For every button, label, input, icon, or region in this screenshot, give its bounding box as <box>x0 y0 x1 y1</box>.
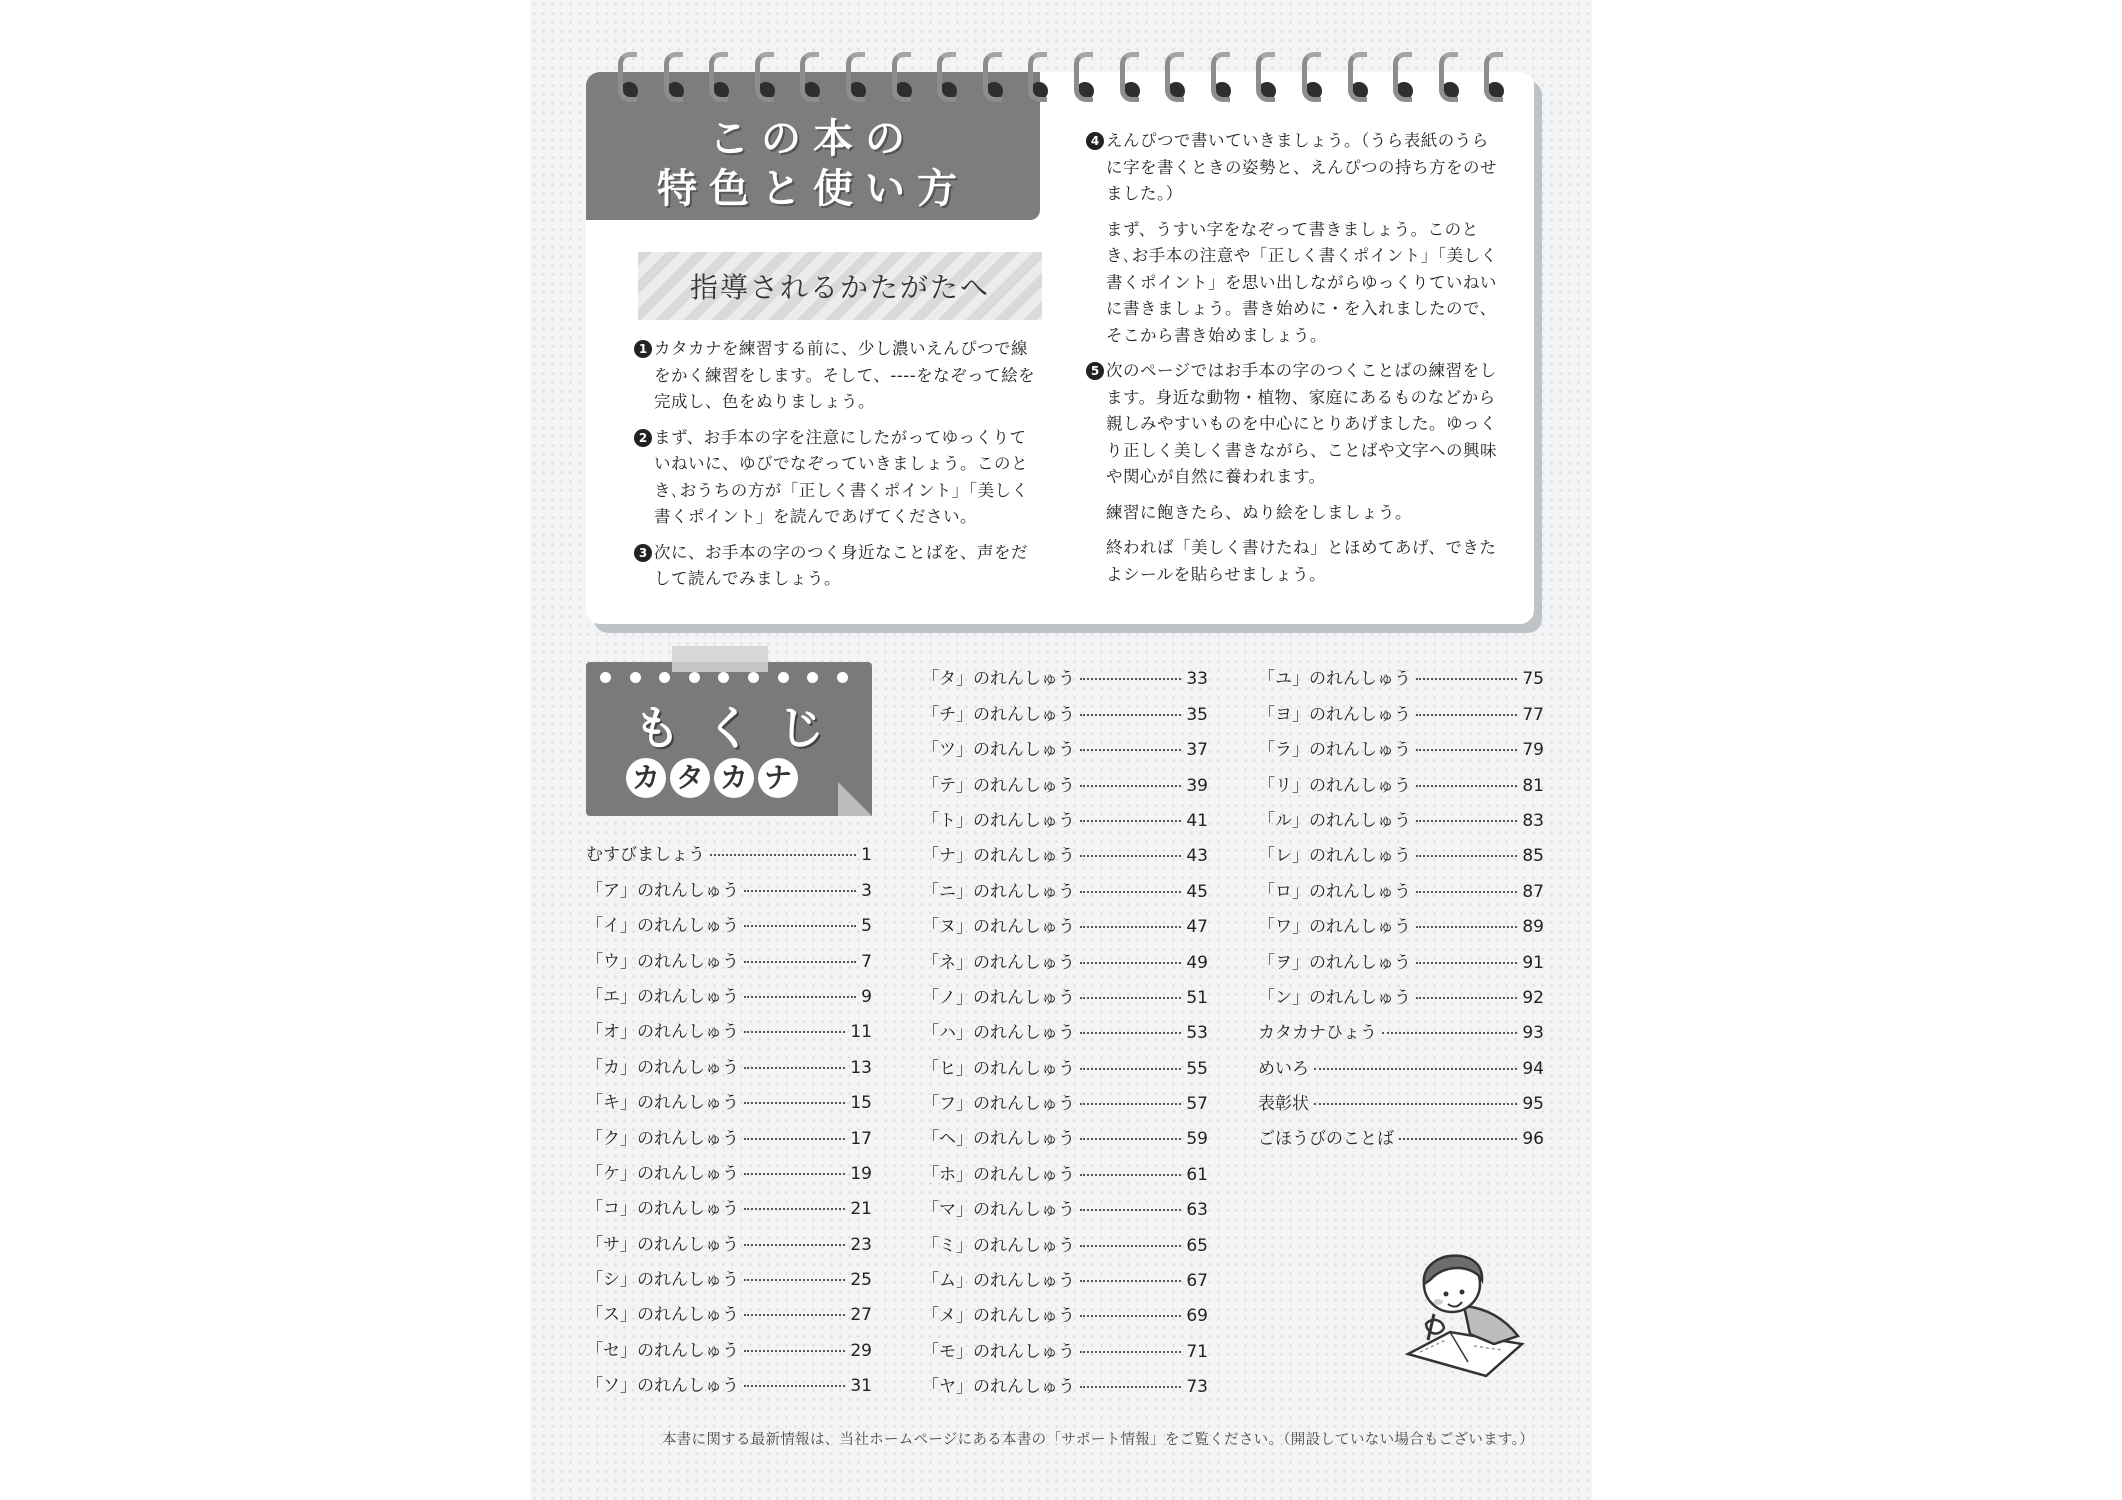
toc-entry-page: 11 <box>850 1022 872 1043</box>
instruction-text: 次のページではお手本の字のつくことばの練習をします。身近な動物・植物、家庭にあるものなどから親しみやすいものを中心にとりあげました。ゆっくり正しく美しく書きながら、ことばや文字への興味や関心が自然に養われます。 <box>1106 361 1497 486</box>
binder-ring <box>1302 52 1324 110</box>
toc-leader-dots <box>744 996 856 998</box>
document-page <box>530 0 1592 1500</box>
toc-entry-label: 「ツ」のれんしゅう <box>922 740 1075 761</box>
toc-entry <box>922 1043 1208 1078</box>
toc-leader-dots <box>1080 997 1181 999</box>
binder-hole <box>778 672 789 683</box>
toc-entry <box>922 1220 1208 1255</box>
page-title <box>586 114 1040 214</box>
toc-leader-dots <box>710 854 856 856</box>
toc-entry-label: 「テ」のれんしゅう <box>922 775 1075 796</box>
toc-leader-dots <box>744 1314 845 1316</box>
toc-entry-page: 96 <box>1522 1129 1544 1150</box>
binder-ring <box>1393 52 1415 110</box>
toc-entry-page: 5 <box>861 916 872 937</box>
toc-entry-label: 「ノ」のれんしゅう <box>922 987 1075 1008</box>
toc-entry <box>922 1326 1208 1361</box>
toc-entry-page: 25 <box>850 1270 872 1291</box>
toc-entry-label: 「ロ」のれんしゅう <box>1258 881 1411 902</box>
toc-entry-label: 「ユ」のれんしゅう <box>1258 669 1411 690</box>
subtitle-char-circle: カ <box>714 758 754 798</box>
toc-entry <box>586 1078 872 1113</box>
toc-column-1 <box>586 830 872 1396</box>
toc-entry <box>1258 973 1544 1008</box>
page-fold-corner <box>838 782 872 816</box>
binder-ring <box>1484 52 1506 110</box>
instruction-paragraph <box>1086 500 1498 527</box>
binder-ring <box>892 52 914 110</box>
toc-entry-page: 23 <box>850 1234 872 1255</box>
toc-entry <box>922 1008 1208 1043</box>
toc-leader-dots <box>1080 1174 1181 1176</box>
binder-hole <box>837 672 848 683</box>
toc-entry <box>922 725 1208 760</box>
toc-leader-dots <box>1416 714 1517 716</box>
toc-entry-label: 「ニ」のれんしゅう <box>922 881 1075 902</box>
toc-entry-page: 13 <box>850 1057 872 1078</box>
toc-entry-page: 49 <box>1186 952 1208 973</box>
toc-leader-dots <box>1080 678 1181 680</box>
toc-leader-dots <box>1080 749 1181 751</box>
right-instructions <box>1086 128 1498 597</box>
toc-entry <box>1258 866 1544 901</box>
toc-entry-page: 87 <box>1522 881 1544 902</box>
toc-entry-page: 33 <box>1186 669 1208 690</box>
toc-leader-dots <box>1080 1103 1181 1105</box>
subtitle-char-circle: ナ <box>758 758 798 798</box>
toc-entry <box>586 1219 872 1254</box>
toc-entry-page: 73 <box>1186 1377 1208 1398</box>
toc-entry <box>922 866 1208 901</box>
toc-entry <box>922 937 1208 972</box>
title-line-2: 特色と使い方 <box>657 166 969 212</box>
toc-entry <box>586 1113 872 1148</box>
toc-entry <box>1258 1079 1544 1114</box>
toc-entry <box>1258 831 1544 866</box>
toc-leader-dots <box>1080 1068 1181 1070</box>
toc-entry <box>586 1361 872 1396</box>
toc-entry-page: 7 <box>861 951 872 972</box>
toc-entry-page: 92 <box>1522 987 1544 1008</box>
toc-leader-dots <box>1416 785 1517 787</box>
toc-entry-page: 59 <box>1186 1129 1208 1150</box>
toc-entry-page: 95 <box>1522 1094 1544 1115</box>
toc-entry-page: 39 <box>1186 775 1208 796</box>
binder-ring <box>1120 52 1142 110</box>
toc-entry-page: 83 <box>1522 810 1544 831</box>
toc-leader-dots <box>744 925 856 927</box>
toc-entry <box>922 1256 1208 1291</box>
toc-leader-dots <box>744 1279 845 1281</box>
footer-note: 本書に関する最新情報は、当社ホームページにある本書の「サポート情報」をご覧ください。（開設していない場合もございます。） <box>661 1432 1534 1448</box>
toc-leader-dots <box>1080 1245 1181 1247</box>
toc-entry-page: 47 <box>1186 917 1208 938</box>
toc-entry-label: 「キ」のれんしゅう <box>586 1093 739 1114</box>
toc-leader-dots <box>744 961 856 963</box>
toc-entry-page: 91 <box>1522 952 1544 973</box>
toc-entry-label: 「コ」のれんしゅう <box>586 1199 739 1220</box>
toc-leader-dots <box>744 1067 845 1069</box>
toc-entry <box>586 1290 872 1325</box>
toc-entry <box>922 902 1208 937</box>
toc-entry-page: 51 <box>1186 987 1208 1008</box>
toc-entry-label: ごほうびのことば <box>1258 1129 1394 1150</box>
toc-entry-label: 「ヒ」のれんしゅう <box>922 1058 1075 1079</box>
toc-entry-page: 57 <box>1186 1094 1208 1115</box>
toc-entry-label: 「ワ」のれんしゅう <box>1258 917 1411 938</box>
toc-entry-label: 「ヤ」のれんしゅう <box>922 1377 1075 1398</box>
toc-entry <box>922 1149 1208 1184</box>
toc-entry-label: 「エ」のれんしゅう <box>586 986 739 1007</box>
toc-entry-page: 65 <box>1186 1235 1208 1256</box>
step-number-badge: 4 <box>1086 132 1104 150</box>
toc-entry-label: 「ネ」のれんしゅう <box>922 952 1075 973</box>
toc-entry-page: 1 <box>861 845 872 866</box>
instruction-paragraph <box>1086 128 1498 208</box>
toc-entry-page: 43 <box>1186 846 1208 867</box>
toc-entry-label: 「ソ」のれんしゅう <box>586 1376 739 1397</box>
toc-entry-page: 35 <box>1186 704 1208 725</box>
toc-leader-dots <box>1080 891 1181 893</box>
toc-entry-page: 81 <box>1522 775 1544 796</box>
toc-entry-page: 77 <box>1522 704 1544 725</box>
toc-entry <box>922 760 1208 795</box>
toc-leader-dots <box>744 1385 845 1387</box>
toc-leader-dots <box>1314 1103 1517 1105</box>
toc-entry <box>922 654 1208 689</box>
binder-ring <box>664 52 686 110</box>
instruction-paragraph <box>1086 535 1498 588</box>
toc-entry-page: 17 <box>850 1128 872 1149</box>
binder-ring <box>983 52 1005 110</box>
toc-leader-dots <box>1080 1280 1181 1282</box>
binder-ring <box>755 52 777 110</box>
toc-leader-dots <box>1416 962 1517 964</box>
toc-leader-dots <box>744 1350 845 1352</box>
toc-entry-label: 「ラ」のれんしゅう <box>1258 740 1411 761</box>
toc-entry-label: 「チ」のれんしゅう <box>922 704 1075 725</box>
toc-leader-dots <box>1080 1209 1181 1211</box>
toc-leader-dots <box>1080 1386 1181 1388</box>
toc-entry-page: 79 <box>1522 740 1544 761</box>
toc-entry <box>586 865 872 900</box>
toc-entry <box>586 936 872 971</box>
toc-entry-label: 「ン」のれんしゅう <box>1258 987 1411 1008</box>
binder-hole <box>630 672 641 683</box>
toc-entry-page: 61 <box>1186 1164 1208 1185</box>
toc-header <box>586 662 872 816</box>
toc-entry-label: 「オ」のれんしゅう <box>586 1022 739 1043</box>
toc-entry-label: 「ル」のれんしゅう <box>1258 810 1411 831</box>
toc-entry <box>922 1114 1208 1149</box>
toc-entry <box>1258 796 1544 831</box>
toc-entry-page: 41 <box>1186 810 1208 831</box>
toc-leader-dots <box>744 1102 845 1104</box>
toc-entry <box>1258 760 1544 795</box>
binder-ring <box>1211 52 1233 110</box>
ribbon-banner <box>638 252 1042 320</box>
toc-leader-dots <box>744 1208 845 1210</box>
toc-entry-page: 3 <box>861 880 872 901</box>
toc-entry-label: 表彰状 <box>1258 1094 1309 1115</box>
toc-entry-label: 「マ」のれんしゅう <box>922 1200 1075 1221</box>
toc-entry-label: 「ヲ」のれんしゅう <box>1258 952 1411 973</box>
toc-subtitle <box>626 758 798 798</box>
toc-entry-page: 45 <box>1186 881 1208 902</box>
toc-entry-page: 53 <box>1186 1023 1208 1044</box>
toc-entry-label: カタカナひょう <box>1258 1023 1377 1044</box>
toc-entry-page: 67 <box>1186 1271 1208 1292</box>
binder-ring <box>846 52 868 110</box>
toc-leader-dots <box>1416 749 1517 751</box>
toc-entry <box>586 901 872 936</box>
toc-entry-label: 「フ」のれんしゅう <box>922 1094 1075 1115</box>
toc-entry-page: 69 <box>1186 1306 1208 1327</box>
toc-entry-page: 15 <box>850 1093 872 1114</box>
toc-leader-dots <box>1080 1351 1181 1353</box>
toc-entry <box>586 1325 872 1360</box>
toc-entry-label: 「カ」のれんしゅう <box>586 1057 739 1078</box>
toc-entry <box>922 1291 1208 1326</box>
toc-entry <box>922 1079 1208 1114</box>
step-number-badge: 5 <box>1086 362 1104 380</box>
boy-writing-illustration <box>1390 1236 1540 1386</box>
instruction-text: 終われば「美しく書けたね」とほめてあげ、できたよシールを貼らせましょう。 <box>1106 538 1497 584</box>
instruction-text: えんぴつで書いていきましょう。（うら表紙のうらに字を書くときの姿勢と、えんぴつの持ち方をのせました。） <box>1106 131 1497 203</box>
toc-leader-dots <box>1080 785 1181 787</box>
toc-entry-page: 71 <box>1186 1341 1208 1362</box>
instruction-paragraph <box>634 425 1040 531</box>
toc-leader-dots <box>1416 855 1517 857</box>
instruction-text: まず、お手本の字を注意にしたがってゆっくりていねいに、ゆびでなぞっていきましょう。このとき､おうちの方が「正しく書くポイント」「美しく書くポイント」を読んであげてください。 <box>654 427 1029 526</box>
toc-entry-label: 「ク」のれんしゅう <box>586 1128 739 1149</box>
subtitle-char-circle: カ <box>626 758 666 798</box>
spiral-binding <box>618 52 1558 112</box>
toc-entry-page: 29 <box>850 1340 872 1361</box>
toc-column-3 <box>1258 654 1544 1149</box>
step-number-badge: 2 <box>634 429 652 447</box>
toc-leader-dots <box>1399 1138 1517 1140</box>
instruction-text: 次に、お手本の字のつく身近なことばを、声をだして読んでみましょう。 <box>654 542 1028 588</box>
binder-hole <box>600 672 611 683</box>
toc-entry-label: むすびましょう <box>586 845 705 866</box>
toc-entry <box>922 973 1208 1008</box>
toc-entry <box>1258 725 1544 760</box>
binder-ring <box>937 52 959 110</box>
toc-entry <box>586 830 872 865</box>
title-line-1: この本の <box>709 116 917 162</box>
toc-leader-dots <box>1416 997 1517 999</box>
binder-ring <box>800 52 822 110</box>
tape-decoration <box>672 646 768 672</box>
toc-leader-dots <box>1080 926 1181 928</box>
instruction-paragraph <box>1086 358 1498 491</box>
toc-entry-label: 「イ」のれんしゅう <box>586 916 739 937</box>
toc-entry <box>1258 937 1544 972</box>
toc-entry-page: 75 <box>1522 669 1544 690</box>
toc-leader-dots <box>1080 714 1181 716</box>
toc-leader-dots <box>1080 962 1181 964</box>
binder-ring <box>709 52 731 110</box>
toc-leader-dots <box>1314 1068 1517 1070</box>
toc-leader-dots <box>1080 1138 1181 1140</box>
toc-entry-label: 「ナ」のれんしゅう <box>922 846 1075 867</box>
instruction-text: まず、うすい字をなぞって書きましょう。このとき､お手本の注意や「正しく書くポイント」「美しく書くポイント」を思い出しながらゆっくりていねいに書きましょう。書き始めに・を入れましたので、そこから書き始めましょう。 <box>1106 219 1498 345</box>
toc-entry-label: 「メ」のれんしゅう <box>922 1306 1075 1327</box>
toc-entry-label: 「ト」のれんしゅう <box>922 810 1075 831</box>
step-number-badge: 1 <box>634 340 652 358</box>
toc-entry-label: 「ヘ」のれんしゅう <box>922 1129 1075 1150</box>
toc-leader-dots <box>744 1173 845 1175</box>
toc-leader-dots <box>744 1138 845 1140</box>
toc-leader-dots <box>1416 891 1517 893</box>
toc-entry <box>922 1185 1208 1220</box>
toc-entry-label: 「ア」のれんしゅう <box>586 880 739 901</box>
binder-ring <box>1256 52 1278 110</box>
toc-entry <box>586 1007 872 1042</box>
toc-leader-dots <box>1080 820 1181 822</box>
toc-leader-dots <box>744 1031 845 1033</box>
toc-entry-label: 「ス」のれんしゅう <box>586 1305 739 1326</box>
toc-entry <box>1258 902 1544 937</box>
toc-entry-label: 「ハ」のれんしゅう <box>922 1023 1075 1044</box>
notebook-card <box>586 72 1534 624</box>
toc-entry-label: 「ヨ」のれんしゅう <box>1258 704 1411 725</box>
toc-entry <box>586 1149 872 1184</box>
toc-leader-dots <box>1416 820 1517 822</box>
toc-leader-dots <box>1416 926 1517 928</box>
toc-entry <box>1258 689 1544 724</box>
toc-column-2 <box>922 654 1208 1397</box>
toc-entry <box>1258 1043 1544 1078</box>
toc-entry-label: 「ミ」のれんしゅう <box>922 1235 1075 1256</box>
toc-entry <box>922 1362 1208 1397</box>
toc-entry <box>922 831 1208 866</box>
toc-leader-dots <box>1080 855 1181 857</box>
binder-ring <box>618 52 640 110</box>
toc-entry-label: 「セ」のれんしゅう <box>586 1340 739 1361</box>
toc-entry-label: 「リ」のれんしゅう <box>1258 775 1411 796</box>
toc-leader-dots <box>1080 1315 1181 1317</box>
toc-leader-dots <box>1382 1032 1517 1034</box>
toc-entry <box>1258 654 1544 689</box>
toc-entry-page: 37 <box>1186 740 1208 761</box>
toc-entry-label: 「ウ」のれんしゅう <box>586 951 739 972</box>
binder-hole <box>748 672 759 683</box>
toc-entry-label: 「レ」のれんしゅう <box>1258 846 1411 867</box>
toc-entry-label: 「モ」のれんしゅう <box>922 1341 1075 1362</box>
toc-entry-page: 21 <box>850 1199 872 1220</box>
toc-entry <box>1258 1114 1544 1149</box>
toc-entry <box>922 796 1208 831</box>
instruction-paragraph <box>634 540 1040 593</box>
toc-entry <box>922 689 1208 724</box>
binder-ring <box>1074 52 1096 110</box>
toc-entry-page: 85 <box>1522 846 1544 867</box>
toc-leader-dots <box>1416 678 1517 680</box>
toc-title: もくじ <box>634 701 850 755</box>
toc-leader-dots <box>744 890 856 892</box>
toc-entry-label: 「ム」のれんしゅう <box>922 1271 1075 1292</box>
toc-entry-page: 89 <box>1522 917 1544 938</box>
binder-ring <box>1439 52 1461 110</box>
toc-entry-label: 「ヌ」のれんしゅう <box>922 917 1075 938</box>
toc-entry <box>1258 1008 1544 1043</box>
ribbon-heading: 指導されるかたがたへ <box>689 271 990 304</box>
toc-entry-label: 「タ」のれんしゅう <box>922 669 1075 690</box>
toc-entry-page: 27 <box>850 1305 872 1326</box>
instruction-text: 練習に飽きたら、ぬり絵をしましょう。 <box>1106 502 1412 522</box>
left-instructions <box>634 336 1040 602</box>
toc-entry-page: 55 <box>1186 1058 1208 1079</box>
toc-entry-label: めいろ <box>1258 1058 1309 1079</box>
binder-ring <box>1348 52 1370 110</box>
toc-leader-dots <box>744 1244 845 1246</box>
toc-entry-page: 9 <box>861 986 872 1007</box>
instruction-text: カタカナを練習する前に、少し濃いえんぴつで線をかく練習をします。そして、----をなぞって絵を完成し、色をぬりましょう。 <box>654 339 1036 411</box>
toc-entry-label: 「ケ」のれんしゅう <box>586 1163 739 1184</box>
toc-entry <box>586 972 872 1007</box>
subtitle-char-circle: タ <box>670 758 710 798</box>
binder-ring <box>1028 52 1050 110</box>
toc-entry-page: 31 <box>850 1376 872 1397</box>
toc-leader-dots <box>1080 1032 1181 1034</box>
toc-entry-page: 63 <box>1186 1200 1208 1221</box>
toc-entry-page: 94 <box>1522 1058 1544 1079</box>
step-number-badge: 3 <box>634 544 652 562</box>
toc-entry-label: 「ホ」のれんしゅう <box>922 1164 1075 1185</box>
instruction-paragraph <box>634 336 1040 416</box>
instruction-paragraph <box>1086 217 1498 350</box>
toc-entry-page: 19 <box>850 1163 872 1184</box>
toc-entry-label: 「シ」のれんしゅう <box>586 1270 739 1291</box>
toc-entry <box>586 1042 872 1077</box>
toc-entry <box>586 1184 872 1219</box>
toc-entry-label: 「サ」のれんしゅう <box>586 1234 739 1255</box>
toc-entry-page: 93 <box>1522 1023 1544 1044</box>
binder-hole <box>689 672 700 683</box>
toc-entry <box>586 1255 872 1290</box>
binder-ring <box>1165 52 1187 110</box>
